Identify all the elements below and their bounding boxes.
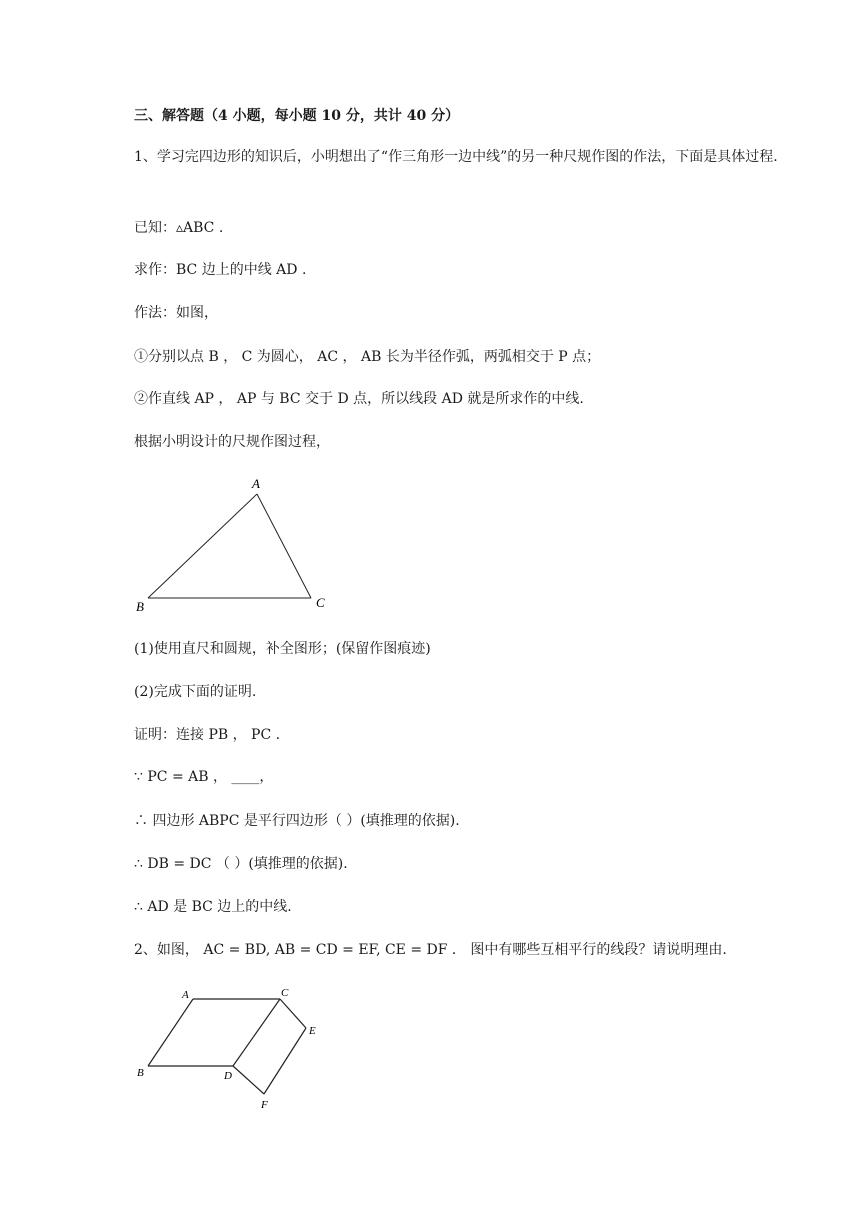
q1-step1: ①分别以点 B ， C 为圆心， AC ， AB 长为半径作弧，两弧相交于 P 点； (134, 349, 601, 365)
label-d: D (224, 1070, 232, 1082)
triangle-abc-figure (128, 470, 348, 620)
label-b: B (136, 599, 144, 614)
q1-proof-line4: ∴ DB = DC （ ）(填推理的依据). (134, 856, 348, 872)
label-b: B (137, 1067, 144, 1079)
segment-ab (148, 494, 257, 598)
q1-given: 已知：▵ABC . (134, 220, 224, 236)
q1-method: 作法：如图， (134, 305, 218, 321)
label-c: C (316, 595, 325, 610)
label-e: E (309, 1025, 316, 1037)
q1-part1: (1)使用直尺和圆规，补全图形；(保留作图痕迹) (134, 641, 431, 657)
q1-proof-line1: 证明：连接 PB ， PC . (134, 727, 281, 743)
q1-proof-line2: ∵ PC = AB ， ____， (134, 769, 274, 785)
parallelogram-figure (128, 980, 338, 1115)
label-a: A (182, 989, 189, 1001)
segment-cd (233, 999, 280, 1066)
segment-ac (257, 494, 311, 598)
segment-ce (280, 999, 306, 1028)
q1-find: 求作：BC 边上的中线 AD . (134, 262, 307, 278)
q1-proof-line3: ∴ 四边形 ABPC 是平行四边形（ ）(填推理的依据). (134, 813, 460, 829)
q1-intro: 1、学习完四边形的知识后，小明想出了“作三角形一边中线”的另一种尺规作图的作法，下面是具体过程. (134, 149, 778, 165)
segment-df (233, 1066, 264, 1094)
q1-basis: 根据小明设计的尺规作图过程， (134, 434, 330, 450)
q1-part2: (2)完成下面的证明. (134, 684, 257, 700)
segment-ab (148, 999, 193, 1066)
segment-ef (264, 1028, 306, 1094)
q1-step2: ②作直线 AP ， AP 与 BC 交于 D 点，所以线段 AD 就是所求作的中线. (134, 391, 584, 407)
q2-text: 2、如图， AC = BD, AB = CD = EF, CE = DF ． 图中有哪些互相平行的线段？请说明理由. (134, 942, 727, 958)
label-f: F (261, 1099, 268, 1111)
section-heading: 三、解答题（4 小题，每小题 10 分，共计 40 分） (134, 108, 460, 124)
label-a: A (252, 476, 260, 491)
label-c: C (281, 987, 289, 999)
q1-proof-line5: ∴ AD 是 BC 边上的中线. (134, 899, 292, 915)
